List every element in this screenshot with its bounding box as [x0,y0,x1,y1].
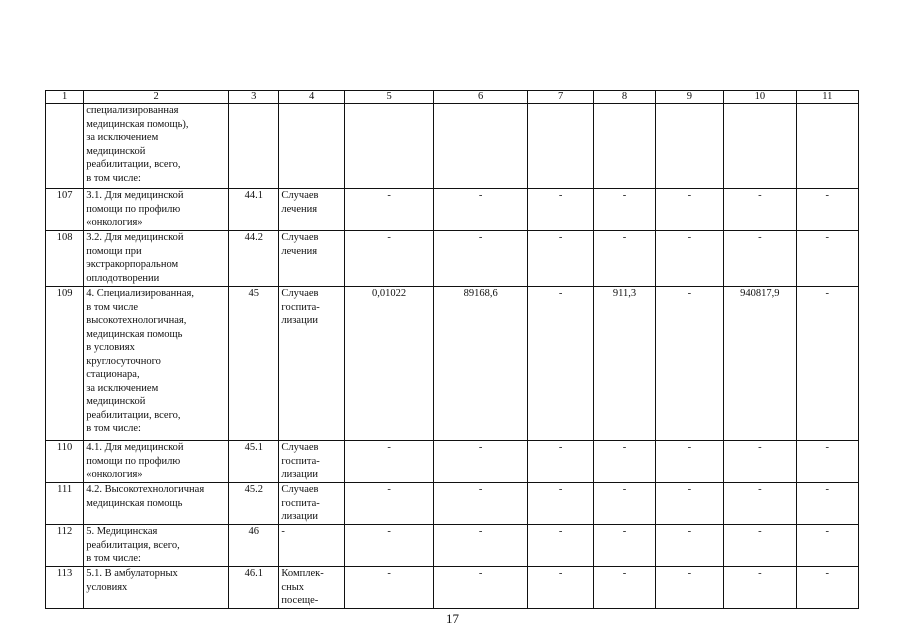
table-row [46,567,859,609]
row-value-col-9: - [655,231,723,287]
row-unit: Случаев госпита- лизации [279,287,344,441]
row-name: специализированная медицинская помощь), за исключением медицинской реабилитации, всего, в том числе: [84,104,229,189]
row-value-col-5: - [344,525,434,567]
row-value-col-8: - [594,441,655,483]
row-value-col-6: - [434,441,528,483]
row-number: 112 [46,525,84,567]
col-header-6: 6 [434,91,528,104]
row-number: 113 [46,567,84,609]
row-value-col-9 [655,104,723,189]
row-value-col-5: - [344,189,434,231]
row-value-col-6: 89168,6 [434,287,528,441]
row-unit: Случаев госпита- лизации [279,441,344,483]
table-row [46,525,859,567]
row-number: 107 [46,189,84,231]
row-value-col-9: - [655,483,723,525]
row-value-col-10: - [724,189,796,231]
row-value-col-11: - [796,525,858,567]
col-header-5: 5 [344,91,434,104]
col-header-1: 1 [46,91,84,104]
col-header-10: 10 [724,91,796,104]
table-row [46,441,859,483]
row-code [229,104,279,189]
row-value-col-5 [344,104,434,189]
row-value-col-10: - [724,231,796,287]
col-header-7: 7 [527,91,593,104]
row-value-col-11: - [796,441,858,483]
table-row [46,104,859,189]
row-value-col-11: - [796,231,858,287]
row-value-col-7: - [527,525,593,567]
row-value-col-11: - [796,483,858,525]
row-value-col-11: - [796,287,858,441]
row-unit: - [279,525,344,567]
row-name: 4.1. Для медицинской помощи по профилю «онкология» [84,441,229,483]
row-value-col-5: - [344,483,434,525]
data-table [45,90,859,609]
row-name: 3.2. Для медицинской помощи при экстракорпоральном оплодотворении [84,231,229,287]
row-unit: Случаев госпита- лизации [279,483,344,525]
row-value-col-9: - [655,441,723,483]
row-value-col-10: - [724,567,796,609]
row-value-col-8: 911,3 [594,287,655,441]
row-value-col-6: - [434,231,528,287]
row-value-col-7: - [527,483,593,525]
row-value-col-10: - [724,525,796,567]
row-value-col-10: 940817,9 [724,287,796,441]
row-value-col-10: - [724,483,796,525]
row-value-col-11: - [796,567,858,609]
row-value-col-8: - [594,483,655,525]
row-value-col-10 [724,104,796,189]
row-value-col-9: - [655,189,723,231]
col-header-8: 8 [594,91,655,104]
row-value-col-9: - [655,567,723,609]
row-value-col-5: - [344,441,434,483]
row-value-col-10: - [724,441,796,483]
table-row [46,231,859,287]
table-row [46,287,859,441]
row-name: 3.1. Для медицинской помощи по профилю «онкология» [84,189,229,231]
row-value-col-8 [594,104,655,189]
row-name: 5. Медицинская реабилитация, всего, в том числе: [84,525,229,567]
row-value-col-7: - [527,189,593,231]
row-value-col-5: 0,01022 [344,287,434,441]
row-value-col-8: - [594,567,655,609]
row-value-col-6: - [434,189,528,231]
row-value-col-7: - [527,567,593,609]
row-code: 44.2 [229,231,279,287]
row-name: 5.1. В амбулаторных условиях [84,567,229,609]
row-code: 45.1 [229,441,279,483]
row-number: 108 [46,231,84,287]
page-number: 17 [446,611,459,626]
row-code: 46 [229,525,279,567]
row-value-col-9: - [655,525,723,567]
col-header-11: 11 [796,91,858,104]
row-code: 45 [229,287,279,441]
row-value-col-6: - [434,525,528,567]
row-value-col-5: - [344,231,434,287]
row-number: 111 [46,483,84,525]
row-name: 4.2. Высокотехнологичная медицинская помощь [84,483,229,525]
row-value-col-9: - [655,287,723,441]
row-value-col-8: - [594,231,655,287]
col-header-3: 3 [229,91,279,104]
row-unit: Случаев лечения [279,189,344,231]
row-value-col-6 [434,104,528,189]
row-value-col-11 [796,104,858,189]
row-value-col-8: - [594,525,655,567]
row-value-col-5: - [344,567,434,609]
table-row [46,189,859,231]
row-unit: Комплек- сных посеще- [279,567,344,609]
col-header-2: 2 [84,91,229,104]
row-unit [279,104,344,189]
col-header-9: 9 [655,91,723,104]
row-code: 44.1 [229,189,279,231]
row-code: 45.2 [229,483,279,525]
row-value-col-8: - [594,189,655,231]
row-number [46,104,84,189]
header-row [46,91,859,104]
row-value-col-7 [527,104,593,189]
row-name: 4. Специализированная, в том числе высокотехнологичная, медицинская помощь в условиях круглосуточного стационара, за исключением медицинской реабилитации, всего, в том числе: [84,287,229,441]
col-header-4: 4 [279,91,344,104]
row-value-col-6: - [434,567,528,609]
row-value-col-7: - [527,441,593,483]
row-unit: Случаев лечения [279,231,344,287]
row-code: 46.1 [229,567,279,609]
row-value-col-7: - [527,287,593,441]
row-value-col-6: - [434,483,528,525]
row-number: 109 [46,287,84,441]
row-number: 110 [46,441,84,483]
row-value-col-7: - [527,231,593,287]
table-row [46,483,859,525]
table-body [46,104,859,609]
row-value-col-11: - [796,189,858,231]
